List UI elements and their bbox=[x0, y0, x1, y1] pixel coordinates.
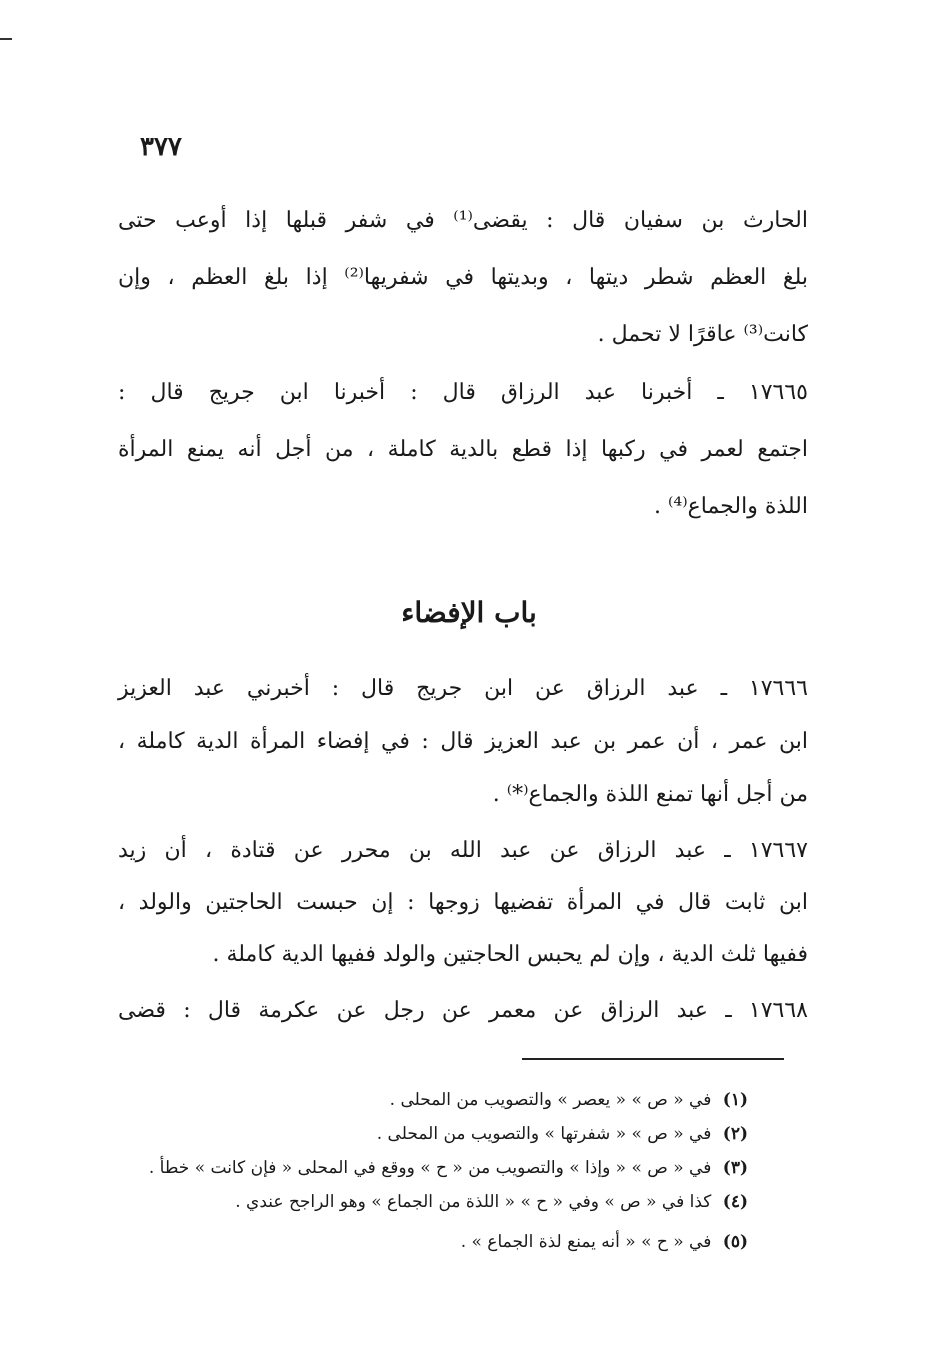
paragraph-continuation bbox=[118, 208, 808, 348]
footnote-number: (٤) bbox=[722, 1192, 748, 1212]
text-line: ١٧٦٦٦ ـ عبد الرزاق عن ابن جريج قال : أخبرني عبد العزيز bbox=[118, 676, 808, 701]
hadith-17665 bbox=[118, 380, 808, 520]
footnote-divider bbox=[522, 1058, 784, 1060]
footnote bbox=[390, 1090, 748, 1110]
footnote-text: في « ص » « وإذا » والتصويب من « ح » ووقع في المحلى « فإن كانت » خطأ . bbox=[148, 1158, 712, 1178]
section-heading: باب الإفضاء bbox=[401, 596, 537, 629]
footnote-number: (٣) bbox=[722, 1158, 748, 1178]
text-line: الحارث بن سفيان قال : يقضى⁽¹⁾ في شفر قبلها إذا أوعب حتى bbox=[118, 208, 809, 233]
footnote-text: كذا في « ص » وفي « ح » « اللذة من الجماع » وهو الراجح عندي . bbox=[235, 1192, 712, 1212]
text-line: ١٧٦٦٥ ـ أخبرنا عبد الرزاق قال : أخبرنا ابن جريج قال : bbox=[118, 380, 808, 405]
text-line: اجتمع لعمر في ركبها إذا قطع بالدية كاملة ، من أجل أنه يمنع المرأة bbox=[118, 437, 808, 462]
hadith-17667 bbox=[118, 838, 808, 978]
footnote bbox=[149, 1158, 748, 1178]
footnote-text: في « ص » « شفرتها » والتصويب من المحلى . bbox=[376, 1124, 712, 1144]
hadith-17666 bbox=[118, 676, 808, 816]
footnote-text: في « ص » « يعصر » والتصويب من المحلى . bbox=[389, 1090, 712, 1110]
footnote bbox=[461, 1232, 748, 1252]
footnote-number: (١) bbox=[722, 1090, 748, 1110]
text-line: كانت⁽³⁾ عاقرًا لا تحمل . bbox=[597, 322, 808, 347]
footnote bbox=[235, 1192, 748, 1212]
text-line: ابن عمر ، أن عمر بن عبد العزيز قال : في إفضاء المرأة الدية كاملة ، bbox=[118, 729, 808, 754]
text-line: ١٧٦٦٧ ـ عبد الرزاق عن عبد الله بن محرر عن قتادة ، أن زيد bbox=[118, 838, 808, 863]
text-line: ١٧٦٦٨ ـ عبد الرزاق عن معمر عن رجل عن عكرمة قال : قضى bbox=[118, 998, 808, 1023]
text-line: من أجل أنها تمنع اللذة والجماع⁽*⁾ . bbox=[492, 782, 808, 807]
footnote bbox=[377, 1124, 748, 1144]
text-line: ففيها ثلث الدية ، وإن لم يحبس الحاجتين والولد ففيها الدية كاملة . bbox=[212, 942, 808, 967]
footnote-number: (٢) bbox=[722, 1124, 748, 1144]
hadith-17668 bbox=[118, 998, 808, 1038]
page-edge-mark bbox=[0, 38, 12, 40]
text-line: بلغ العظم شطر ديتها ، وبديتها في شفريها⁽²⁾ إذا بلغ العظم ، وإن bbox=[118, 265, 808, 290]
page-number: ٣٧٧ bbox=[140, 132, 182, 162]
text-line: ابن ثابت قال في المرأة تفضيها زوجها : إن حبست الحاجتين والولد ، bbox=[118, 890, 808, 915]
footnote-number: (٥) bbox=[722, 1232, 748, 1252]
footnote-text: في « ح » « أنه يمنع لذة الجماع » . bbox=[460, 1232, 712, 1252]
text-line: اللذة والجماع⁽⁴⁾ . bbox=[654, 494, 808, 519]
